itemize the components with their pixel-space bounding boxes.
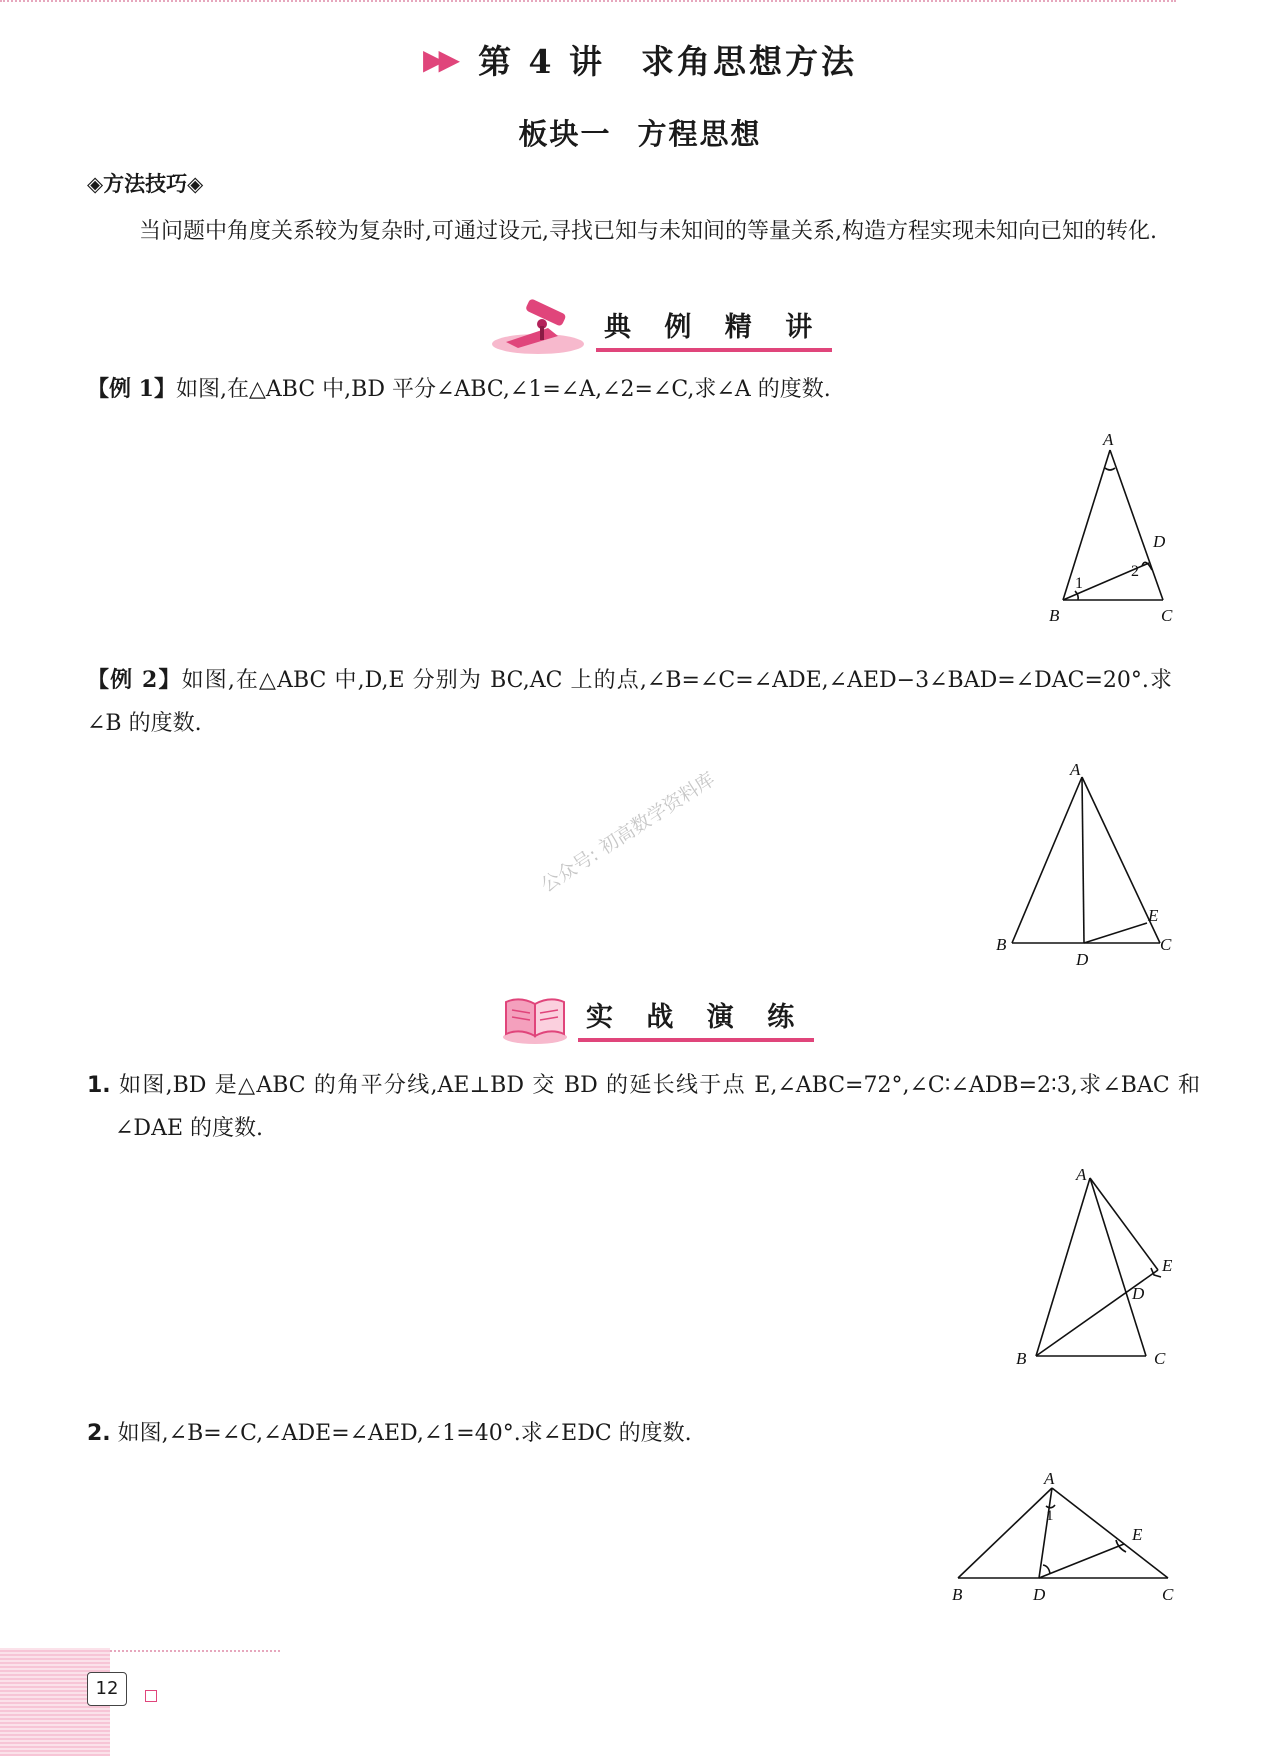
practice-2-number: 2. [87, 1421, 111, 1446]
ex2-point-c: C [1160, 935, 1172, 954]
ex2-point-b: B [996, 935, 1007, 954]
example-2 [87, 659, 1172, 745]
section-title [0, 112, 1280, 153]
ex1-point-a: A [1103, 430, 1114, 449]
p1-point-e: E [1162, 1256, 1173, 1275]
method-heading: ◈方法技巧◈ [87, 171, 204, 196]
example-1-figure [1035, 425, 1185, 625]
ex1-angle-2: 2 [1131, 563, 1139, 580]
footer-dotted-rule [110, 1650, 280, 1652]
footer-square-icon [145, 1690, 157, 1702]
p1-point-b: B [1016, 1349, 1027, 1368]
example-2-text: 如图,在△ABC 中,D,E 分别为 BC,AC 上的点,∠B=∠C=∠ADE,∠AED−3∠BAD=∠DAC=20°.求∠B 的度数. [87, 668, 1173, 736]
p2-angle-1: 1 [1046, 1508, 1054, 1524]
telescope-icon [488, 298, 588, 358]
practice-1-text: 如图,BD 是△ABC 的角平分线,AE⊥BD 交 BD 的延长线于点 E,∠ABC=72°,∠C∶∠ADB=2∶3,求∠BAC 和∠DAE 的度数. [115, 1073, 1201, 1141]
ex1-point-d: D [1153, 532, 1166, 551]
method-text: 当问题中角度关系较为复杂时,可通过设元,寻找已知与未知间的等量关系,构造方程实现未知向已知的转化. [139, 219, 1157, 244]
example-2-label: 【例 2】 [87, 667, 182, 693]
p2-point-b: B [952, 1585, 963, 1604]
p1-point-d: D [1132, 1284, 1145, 1303]
practice-1 [87, 1064, 1200, 1150]
top-dotted-rule [0, 0, 1176, 5]
ex2-point-e: E [1148, 906, 1159, 925]
double-arrow-icon: ▶▶ [422, 43, 455, 76]
ex1-point-b: B [1049, 606, 1060, 625]
example-1-label: 【例 1】 [87, 376, 176, 402]
p1-point-c: C [1154, 1349, 1166, 1368]
page-number: 12 [87, 1672, 127, 1706]
p2-point-d: D [1033, 1585, 1046, 1604]
practice-2-text: 如图,∠B=∠C,∠ADE=∠AED,∠1=40°.求∠EDC 的度数. [117, 1421, 692, 1446]
ex1-point-c: C [1161, 606, 1173, 625]
p2-point-a: A [1044, 1469, 1055, 1488]
practice-banner-text: 实 战 演 练 [578, 995, 814, 1042]
examples-banner-text: 典 例 精 讲 [596, 305, 832, 352]
page-title [0, 36, 1280, 83]
book-icon [500, 990, 570, 1046]
example-1 [87, 368, 1172, 411]
practice-banner [500, 990, 814, 1046]
lecture-number: 第 4 讲 [478, 42, 606, 81]
practice-1-figure [1010, 1160, 1190, 1370]
p1-point-a: A [1076, 1165, 1087, 1184]
practice-2 [87, 1412, 1172, 1455]
block-label: 板块一 [518, 117, 612, 151]
ex2-point-a: A [1070, 760, 1081, 779]
lecture-title: 求角思想方法 [641, 42, 858, 81]
p2-point-c: C [1162, 1585, 1174, 1604]
ex1-angle-1: 1 [1075, 575, 1083, 592]
example-2-figure [990, 755, 1180, 975]
p2-point-e: E [1132, 1525, 1143, 1544]
examples-banner [488, 298, 832, 358]
block-name: 方程思想 [637, 117, 762, 151]
ex2-point-d: D [1076, 950, 1089, 969]
watermark: 公众号: 初高数学资料库 [537, 768, 719, 897]
practice-1-number: 1. [87, 1073, 111, 1098]
practice-2-figure [940, 1470, 1180, 1620]
example-1-text: 如图,在△ABC 中,BD 平分∠ABC,∠1=∠A,∠2=∠C,求∠A 的度数. [175, 377, 831, 402]
